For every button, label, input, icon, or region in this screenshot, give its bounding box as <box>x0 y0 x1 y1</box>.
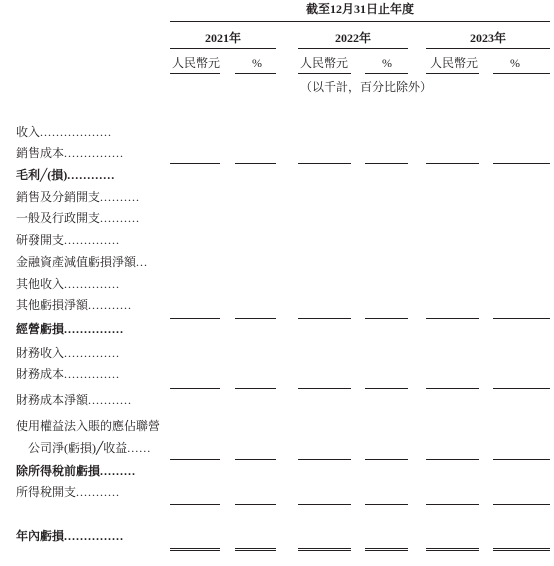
row-label: 金融資產減值虧損淨額... <box>16 255 149 269</box>
subtotal-rule <box>235 388 276 389</box>
subtotal-rule <box>298 459 351 460</box>
total-double-rule <box>426 548 479 551</box>
period-title: 截至12月31日止年度 <box>305 2 414 16</box>
subtotal-rule <box>235 163 276 164</box>
year-2022-rule <box>298 48 408 49</box>
row-label: 銷售成本............... <box>16 146 125 160</box>
row-label: 一般及行政開支.......... <box>16 211 141 225</box>
subtotal-rule <box>170 504 220 505</box>
col-pct-2023: % <box>510 56 520 70</box>
row-leader: ...... <box>127 441 152 455</box>
year-2023-rule <box>426 48 550 49</box>
subtotal-rule <box>365 318 408 319</box>
row-leader: ... <box>136 255 149 269</box>
subtotal-rule <box>235 318 276 319</box>
year-2023-header: 2023年 <box>469 31 506 45</box>
row-leader: .............. <box>64 346 121 360</box>
total-double-rule <box>365 548 408 551</box>
total-double-rule <box>493 548 550 551</box>
row-leader: ............ <box>67 168 116 182</box>
subtotal-rule <box>493 388 550 389</box>
col-pct-2021: % <box>252 56 262 70</box>
row-label: 除所得稅前虧損......... <box>16 464 137 478</box>
subtotal-rule <box>365 388 408 389</box>
subtotal-rule <box>493 318 550 319</box>
row-label: 經營虧損............... <box>16 322 125 336</box>
total-double-rule <box>170 548 220 551</box>
row-label: 財務收入.............. <box>16 346 121 360</box>
row-leader: .............. <box>64 233 121 247</box>
subtotal-rule <box>170 318 220 319</box>
subtotal-rule <box>235 504 276 505</box>
subtotal-rule <box>235 459 276 460</box>
row-leader: ........... <box>88 298 133 312</box>
row-leader: ............... <box>64 322 125 336</box>
col-rule <box>426 73 479 74</box>
year-2021-header: 2021年 <box>204 31 241 45</box>
subtotal-rule <box>170 388 220 389</box>
subtotal-rule <box>426 459 479 460</box>
row-label: 財務成本.............. <box>16 367 121 381</box>
subtotal-rule <box>298 504 351 505</box>
col-rule <box>365 73 408 74</box>
row-leader: .............. <box>64 367 121 381</box>
row-label: 收入.................. <box>16 125 113 139</box>
row-label: 研發開支.............. <box>16 233 121 247</box>
row-label: 公司淨(虧損)╱收益...... <box>28 441 152 455</box>
subtotal-rule <box>365 504 408 505</box>
subtotal-rule <box>298 388 351 389</box>
row-leader: ............... <box>64 529 125 543</box>
subtotal-rule <box>365 459 408 460</box>
row-leader: ......... <box>100 464 137 478</box>
row-label: 年內虧損............... <box>16 529 125 543</box>
col-rule <box>235 73 276 74</box>
row-leader: .............. <box>64 277 121 291</box>
subtotal-rule <box>493 504 550 505</box>
row-label: 銷售及分銷開支.......... <box>16 190 141 204</box>
subtotal-rule <box>426 504 479 505</box>
subtotal-rule <box>493 163 550 164</box>
row-leader: .......... <box>100 190 141 204</box>
col-rule <box>493 73 550 74</box>
row-leader: .................. <box>40 125 113 139</box>
subtotal-rule <box>426 388 479 389</box>
row-label: 毛利╱(損)............ <box>16 168 116 182</box>
subtotal-rule <box>365 163 408 164</box>
row-leader: ........... <box>88 393 133 407</box>
row-label: 其他收入.............. <box>16 277 121 291</box>
row-leader: ........... <box>76 485 121 499</box>
row-leader: ............... <box>64 146 125 160</box>
row-label: 使用權益法入賬的應佔聯營 <box>16 419 161 433</box>
total-double-rule <box>298 548 351 551</box>
col-rule <box>170 73 220 74</box>
subtotal-rule <box>426 318 479 319</box>
subtotal-rule <box>426 163 479 164</box>
col-rmb-2022: 人民幣元 <box>300 56 349 70</box>
col-rule <box>298 73 351 74</box>
subtotal-rule <box>170 459 220 460</box>
subtotal-rule <box>170 163 220 164</box>
col-pct-2022: % <box>382 56 392 70</box>
total-double-rule <box>235 548 276 551</box>
subtotal-rule <box>298 318 351 319</box>
row-label: 財務成本淨額........... <box>16 393 133 407</box>
subtotal-rule <box>298 163 351 164</box>
year-2021-rule <box>170 48 276 49</box>
row-label: 其他虧損淨額........... <box>16 298 133 312</box>
row-label: 所得稅開支........... <box>16 485 121 499</box>
subtotal-rule <box>493 459 550 460</box>
col-rmb-2023: 人民幣元 <box>430 56 479 70</box>
unit-note: （以千計，百分比除外） <box>300 80 433 94</box>
header-rule <box>170 21 550 22</box>
col-rmb-2021: 人民幣元 <box>172 56 221 70</box>
row-leader: .......... <box>100 211 141 225</box>
year-2022-header: 2022年 <box>334 31 371 45</box>
